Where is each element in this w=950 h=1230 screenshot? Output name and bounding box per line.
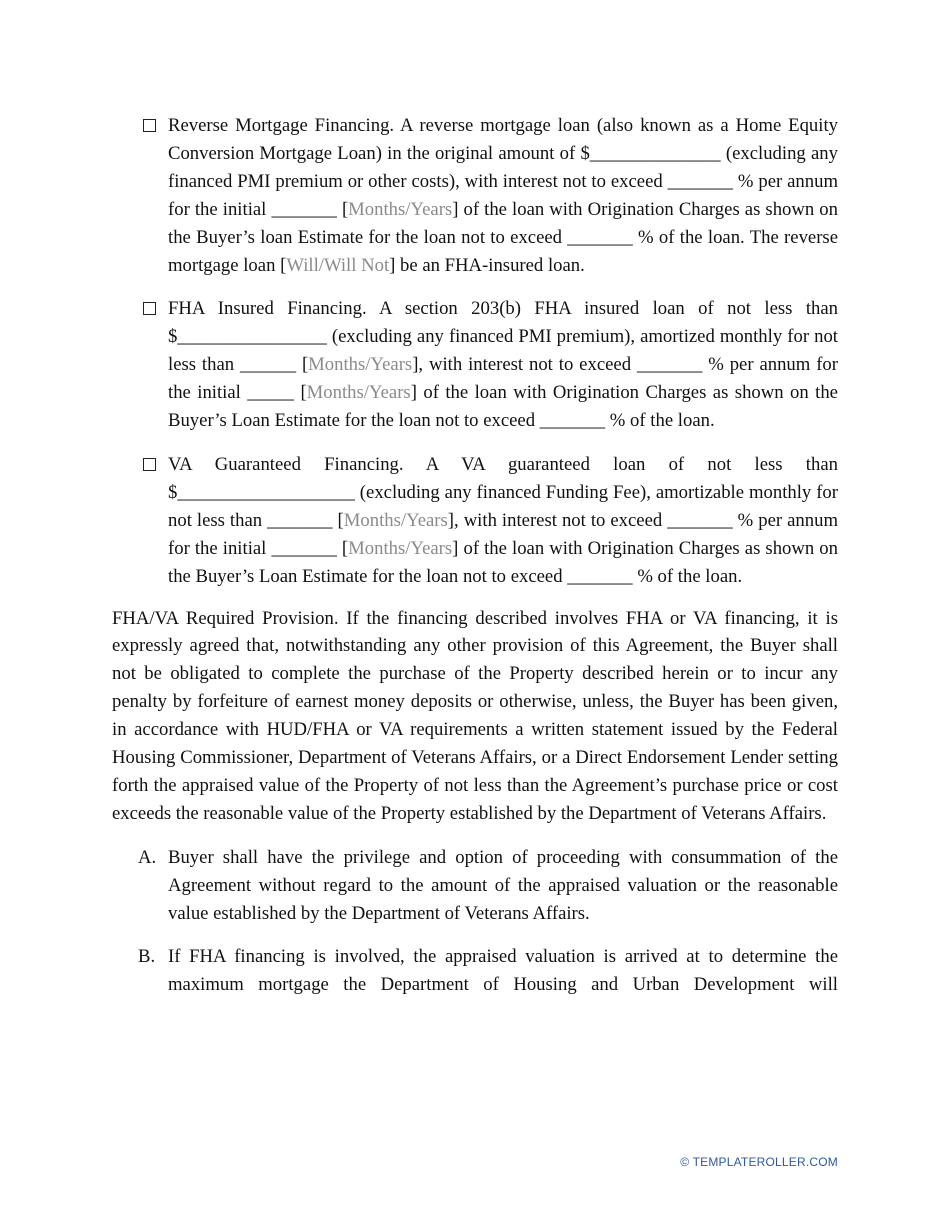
financing-option-fha [112, 295, 838, 435]
placeholder-months-years: Months/Years [348, 537, 453, 559]
placeholder-months-years: Months/Years [308, 354, 413, 376]
placeholder-months-years: Months/Years [306, 382, 411, 404]
list-item-text: Buyer shall have the privilege and option of proceeding with consummation of the Agreement without regard to the amount of the appraised valuation or the reasonable value established by the Department of Veterans Affairs. [168, 846, 838, 924]
va-financing-text: VA Guaranteed Financing. A VA guaranteed loan of not less than $___________________ (excluding any financed Funding Fee), amortizable monthly for not less than _______ [Months/Years], with interest not to exceed _______ % per annum for the initial _______ [Months/Years] of the loan with Origination Charges as shown on the Buyer’s Loan Estimate for the loan not to exceed _______ % of the loan. [168, 453, 838, 587]
footer-credit [680, 1155, 838, 1169]
list-marker: A. [138, 846, 157, 868]
placeholder-months-years: Months/Years [343, 509, 448, 531]
financing-option-va [112, 451, 838, 591]
list-item-text: If FHA financing is involved, the appraised valuation is arrived at to determine the maximum mortgage the Department of Housing and Urban Development will [168, 946, 838, 996]
document-page [112, 112, 838, 1015]
list-item-b [112, 943, 838, 999]
list-item-a [112, 844, 838, 928]
fha-financing-text: FHA Insured Financing. A section 203(b) FHA insured loan of not less than $________________ (excluding any financed PMI premium), amortized monthly for not less than ______ [Months/Years], with interest not to exceed _______ % per annum for the initial _____ [Months/Years] of the loan with Origination Charges as shown on the Buyer’s Loan Estimate for the loan not to exceed _______ % of the loan. [168, 298, 838, 432]
fha-va-provision-paragraph: FHA/VA Required Provision. If the financing described involves FHA or VA financing, it is expressly agreed that, notwithstanding any other provision of this Agreement, the Buyer shall not be obligated to complete the purchase of the Property described herein or to incur any penalty by forfeiture of earnest money deposits or otherwise, unless, the Buyer has been given, in accordance with HUD/FHA or VA requirements a written statement issued by the Federal Housing Commissioner, Department of Veterans Affairs, or a Direct Endorsement Lender setting forth the appraised value of the Property of not less than the Agreement’s purchase price or cost exceeds the reasonable value of the Property established by the Department of Veterans Affairs. [112, 607, 838, 824]
list-marker: B. [138, 946, 156, 968]
reverse-mortgage-text: Reverse Mortgage Financing. A reverse mortgage loan (also known as a Home Equity Conversion Mortgage Loan) in the original amount of $______________ (excluding any financed PMI premium or other costs), with interest not to exceed _______ % per annum for the initial _______ [Months/Years] of the loan with Origination Charges as shown on the Buyer’s loan Estimate for the loan not to exceed _______ % of the loan. The reverse mortgage loan [Will/Will Not] be an FHA-insured loan. [168, 115, 838, 276]
copyright-symbol: © [680, 1155, 690, 1169]
footer-link[interactable]: TEMPLATEROLLER.COM [692, 1155, 838, 1169]
fha-financing-checkbox[interactable] [143, 302, 156, 315]
financing-option-reverse [112, 112, 838, 279]
va-financing-checkbox[interactable] [143, 458, 156, 471]
placeholder-will-will-not: Will/Will Not [286, 254, 390, 276]
placeholder-months-years: Months/Years [348, 198, 453, 220]
reverse-mortgage-checkbox[interactable] [143, 119, 156, 132]
